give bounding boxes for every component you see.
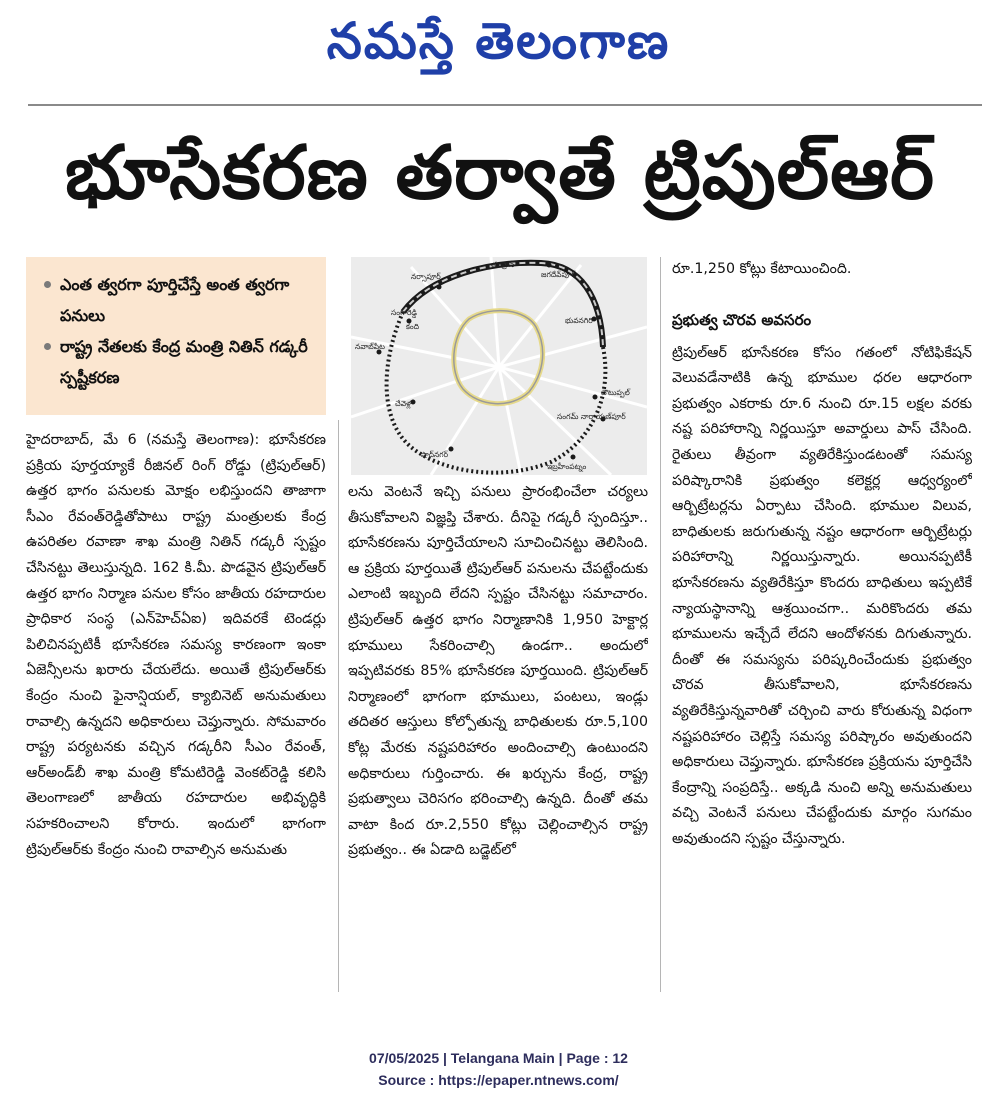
footer-edition-info: 07/05/2025 | Telangana Main | Page : 12 — [369, 1050, 628, 1066]
map-label-sangareddy: సంగారెడ్డి — [391, 308, 417, 317]
bullet-icon — [44, 281, 51, 288]
map-label-navabpeta: నవాబ్‌పేట — [355, 342, 385, 351]
map-label-sangam-narayanpur: సంగమ్ నారాయణ్‌పూర్ — [557, 412, 626, 421]
map-label-narsapur: నర్సాపూర్ — [411, 272, 441, 281]
highlight-item: రాష్ట్ర నేతలకు కేంద్ర మంత్రి నితిన్ గడ్కరీ స్పష్టీకరణ — [44, 331, 316, 393]
article-paragraph: లను వెంటనే ఇచ్చి పనులు ప్రారంభించేలా చర్యలు తీసుకోవాలని విజ్ఞప్తి చేశారు. దీనిపై గడ్కరీ స్పందిస్తూ.. భూసేకరణను పూర్తిచేయాలని సూచించినట్టు తెలిసింది. ఆ ప్రక్రియ పూర్తయితే ట్రిపుల్‌ఆర్ పనులను చేపట్టేందుకు ఎలాంటి ఇబ్బంది లేదని స్పష్టం చేసినట్టు సమాచారం. ట్రిపుల్‌ఆర్ ఉత్తర భాగం నిర్మాణానికి 1,950 హెక్టార్ల భూములు సేకరించాల్సి ఉండగా.. అందులో ఇప్పటివరకు 85% భూసేకరణ పూర్తయింది. ట్రిపుల్‌ఆర్ నిర్మాణంలో భాగంగా భూములు, పంటలు, ఇండ్లు తదితర ఆస్తులు కోల్పోతున్న బాధితులకు రూ.5,100 కోట్ల మేరకు నష్టపరిహారం అందించాల్సి ఉంటుందని అధికారులు గుర్తించారు. ఈ ఖర్చును కేంద్ర, రాష్ట్ర ప్రభుత్వాలు చెరిసగం భరించాల్సి ఉన్నది. దీంతో తమ వాటా కింద రూ.2,550 కోట్లు చెల్లించాల్సిన రాష్ట్ర ప్రభుత్వం.. ఈ ఏడాది బడ్జెట్‌లో — [348, 484, 648, 859]
article-column-2 — [348, 480, 648, 992]
map-label-jagadevpur: జగదేవ్‌పూర్ — [541, 270, 576, 279]
map-label-kandi: కంది — [406, 322, 420, 331]
article-column-1 — [26, 428, 326, 993]
map-label-choutuppal: చౌటుప్పల్ — [601, 388, 630, 397]
map-label-chevella: చేవెళ్ల — [395, 399, 411, 408]
bullet-icon — [44, 343, 51, 350]
column-divider — [338, 420, 339, 992]
footer-source: Source : https://epaper.ntnews.com/ — [378, 1072, 619, 1088]
article-paragraph: హైదరాబాద్, మే 6 (నమస్తే తెలంగాణ): భూసేకరణ ప్రక్రియ పూర్తయ్యాకే రీజినల్ రింగ్ రోడ్డు (ట్రిపుల్‌ఆర్) ఉత్తర భాగం పనులకు మోక్షం లభిస్తుందని తాజాగా సీఎం రేవంత్‌రెడ్డితోపాటు రాష్ట్ర మంత్రులకు కేంద్ర ఉపరితల రవాణా శాఖ మంత్రి నితిన్ గడ్కరీ స్పష్టం చేసినట్టు తెలుస్తున్నది. 162 కి.మీ. పొడవైన ట్రిపుల్‌ఆర్ ఉత్తర భాగం నిర్మాణ పనుల కోసం జాతీయ రహదారుల ప్రాధికార సంస్థ (ఎన్‌హెచ్ఏఐ) ఇదివరకే టెండర్లు పిలిచినప్పటికీ భూసేకరణ సమస్య కారణంగా ఇంకా ఏజెన్సీలను ఖరారు చేయలేదు. అయితే ట్రిపుల్‌ఆర్‌కు కేంద్రం నుంచి ఫైనాన్షియల్, క్యాబినెట్ అనుమతులు రావాల్సి ఉన్నదని అధికారులు చెప్తున్నారు. సోమవారం రాష్ట్ర పర్యటనకు వచ్చిన గడ్కరీని సీఎం రేవంత్, ఆర్‌అండ్‌బీ శాఖ మంత్రి కోమటిరెడ్డి వెంకట్‌రెడ్డి కలిసి తెలంగాణలో జాతీయ రహదారుల అభివృద్ధికి సహకరించాలని కోరారు. ఇందులో భాగంగా ట్రిపుల్‌ఆర్‌కు కేంద్రం నుంచి రావాల్సిన అనుమతు — [26, 432, 326, 858]
map-label-tupran: తూప్రాన్ — [491, 260, 515, 269]
article-paragraph: రూ.1,250 కోట్లు కేటాయించింది. — [672, 261, 852, 277]
article-headline: భూసేకరణ తర్వాతే ట్రిపుల్‌ఆర్ — [64, 130, 936, 216]
map-label-shadnagar: షాద్‌నగర్ — [421, 450, 449, 459]
section-subheading: ప్రభుత్వ చొరవ అవసరం — [672, 310, 812, 329]
map-label-ibrahimpatnam: ఇబ్రహీంపట్నం — [547, 462, 587, 471]
highlights-box — [26, 257, 326, 415]
header-divider — [28, 104, 982, 106]
article-paragraph: ట్రిపుల్‌ఆర్ భూసేకరణ కోసం గతంలో నోటిఫికేషన్ వెలువడేనాటికి ఉన్న భూముల ధరల ఆధారంగా ప్రభుత్వం ఎకరాకు రూ.6 నుంచి రూ.15 లక్షల వరకు నష్ట పరిహారాన్ని నిర్ణయిస్తూ అవార్డులు పాస్ చేసింది. రైతులు తీవ్రంగా వ్యతిరేకిస్తుండటంతో సమస్య పరిష్కారానికి ప్రభుత్వం కలెక్టర్ల ఆధ్వర్యంలో ఆర్బిట్రేటర్లను ఏర్పాటు చేసింది. భూముల విలువ, బాధితులకు జరుగుతున్న నష్టం ఆధారంగా ఆర్బిట్రేటర్లు పరిహారాన్ని నిర్ణయిస్తున్నారు. అయినప్పటికీ భూసేకరణను వ్యతిరేకిస్తూ కొందరు బాధితులు ఇప్పటికే న్యాయస్థానాన్ని ఆశ్రయించగా.. మరికొందరు తమ భూములను ఇచ్చేదే లేదని ఆందోళనకు దిగుతున్నారు. దీంతో ఈ సమస్యను పరిష్కరించేందుకు ప్రభుత్వం చొరవ తీసుకోవాలని, భూసేకరణను వ్యతిరేకిస్తున్నవారితో చర్చించి వారు కోరుతున్న విధంగా నష్టపరిహారం చెల్లిస్తే సమస్య పరిష్కారం అవుతుందని అధికారులు చెప్తున్నారు. భూసేకరణ ప్రక్రియను పూర్తిచేసి కేంద్రాన్ని సంప్రదిస్తే.. అక్కడి నుంచి అన్ని అనుమతులు వచ్చి వెంటనే పనులు చేపట్టేందుకు మార్గం సుగమం అవుతుందని స్పష్టం చేస్తున్నారు. — [672, 344, 972, 847]
article-column-3 — [672, 257, 972, 987]
highlight-item: ఎంత త్వరగా పూర్తిచేస్తే అంత త్వరగా పనులు — [44, 269, 316, 331]
column-divider — [660, 257, 661, 992]
masthead-title: నమస్తే తెలంగాణ — [326, 12, 671, 70]
rrr-route-map — [351, 257, 647, 475]
newspaper-masthead — [0, 6, 997, 76]
map-label-bhuvanagiri: భువనగిరి — [565, 316, 593, 325]
